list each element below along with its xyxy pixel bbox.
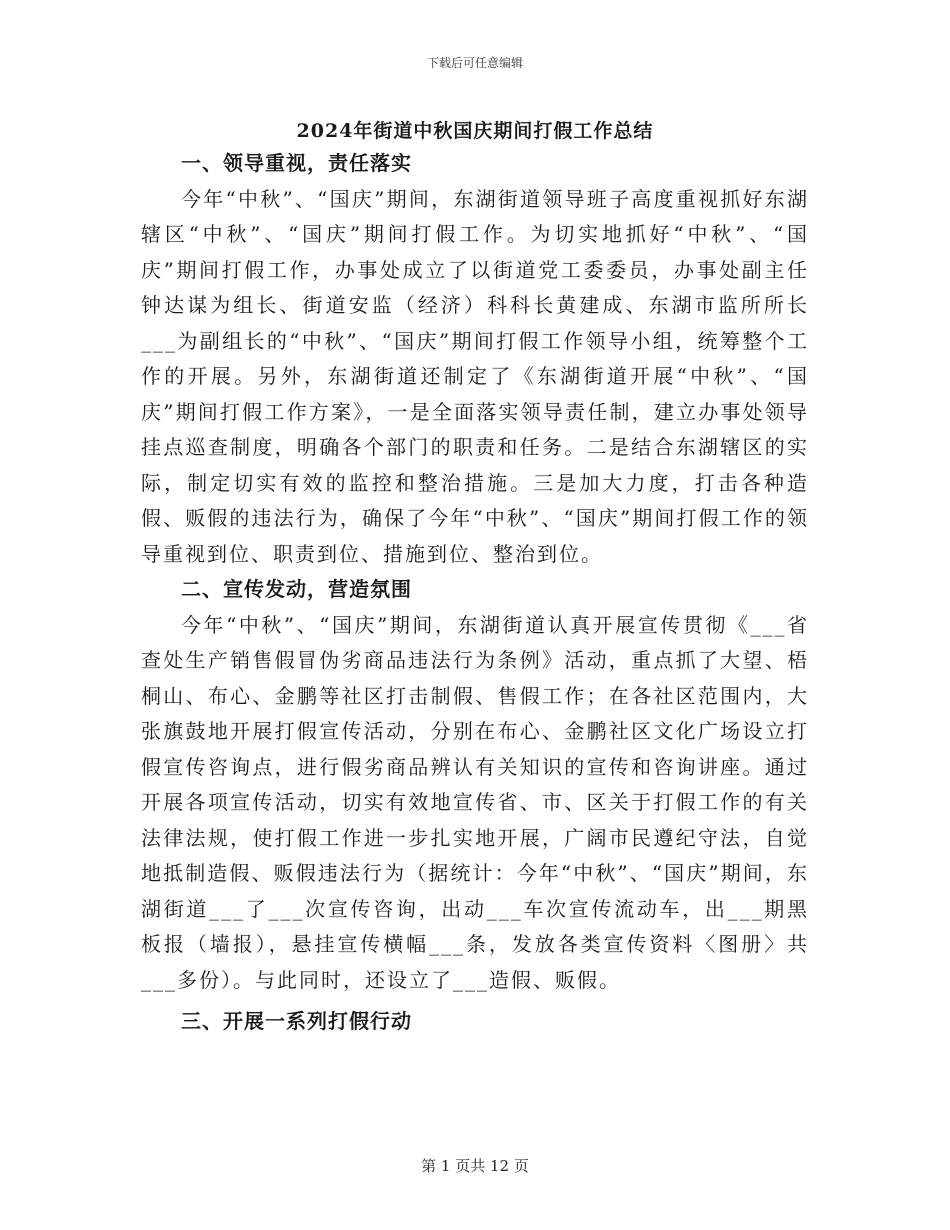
section-paragraph-2: 今年“中秋”、“国庆”期间，东湖街道认真开展宣传贯彻《___省查处生产销售假冒伪劣商品违法行为条例》活动，重点抓了大望、梧桐山、布心、金鹏等社区打击制假、售假工作；在各社区范围内，大张旗鼓地开展打假宣传活动，分别在布心、金鹏社区文化广场设立打假宣传咨询点，进行假劣商品辨认有关知识的宣传和咨询讲座。通过开展各项宣传活动，切实有效地宣传省、市、区关于打假工作的有关法律法规，使打假工作进一步扎实地开展，广阔市民遵纪守法，自觉地抵制造假、贩假违法行为（据统计：今年“中秋”、“国庆”期间，东湖街道___了___次宣传咨询，出动___车次宣传流动车，出___期黑板报（墙报），悬挂宣传横幅___条，发放各类宣传资料〈图册〉共___多份）。与此同时，还设立了___造假、贩假。 bbox=[141, 612, 809, 992]
document-body bbox=[141, 146, 809, 1040]
header-note: 下载后可任意编辑 bbox=[426, 56, 523, 70]
section-heading-1: 一、领导重视，责任落实 bbox=[181, 151, 412, 175]
section-heading-3: 三、开展一系列打假行动 bbox=[181, 1009, 412, 1033]
section-heading-2: 二、宣传发动，营造氛围 bbox=[181, 577, 412, 601]
section-paragraph-1: 今年“中秋”、“国庆”期间，东湖街道领导班子高度重视抓好东湖辖区“中秋”、“国庆”期间打假工作。为切实地抓好“中秋”、“国庆”期间打假工作，办事处成立了以街道党工委委员，办事处副主任钟达谋为组长、街道安监（经济）科科长黄建成、东湖市监所所长___为副组长的“中秋”、“国庆”期间打假工作领导小组，统筹整个工作的开展。另外，东湖街道还制定了《东湖街道开展“中秋”、“国庆”期间打假工作方案》，一是全面落实领导责任制，建立办事处领导挂点巡查制度，明确各个部门的职责和任务。二是结合东湖辖区的实际，制定切实有效的监控和整治措施。三是加大力度，打击各种造假、贩假的违法行为，确保了今年“中秋”、“国庆”期间打假工作的领导重视到位、职责到位、措施到位、整治到位。 bbox=[141, 186, 809, 566]
page-number: 第 1 页共 12 页 bbox=[421, 1157, 529, 1175]
document-title: 2024年街道中秋国庆期间打假工作总结 bbox=[296, 120, 654, 142]
